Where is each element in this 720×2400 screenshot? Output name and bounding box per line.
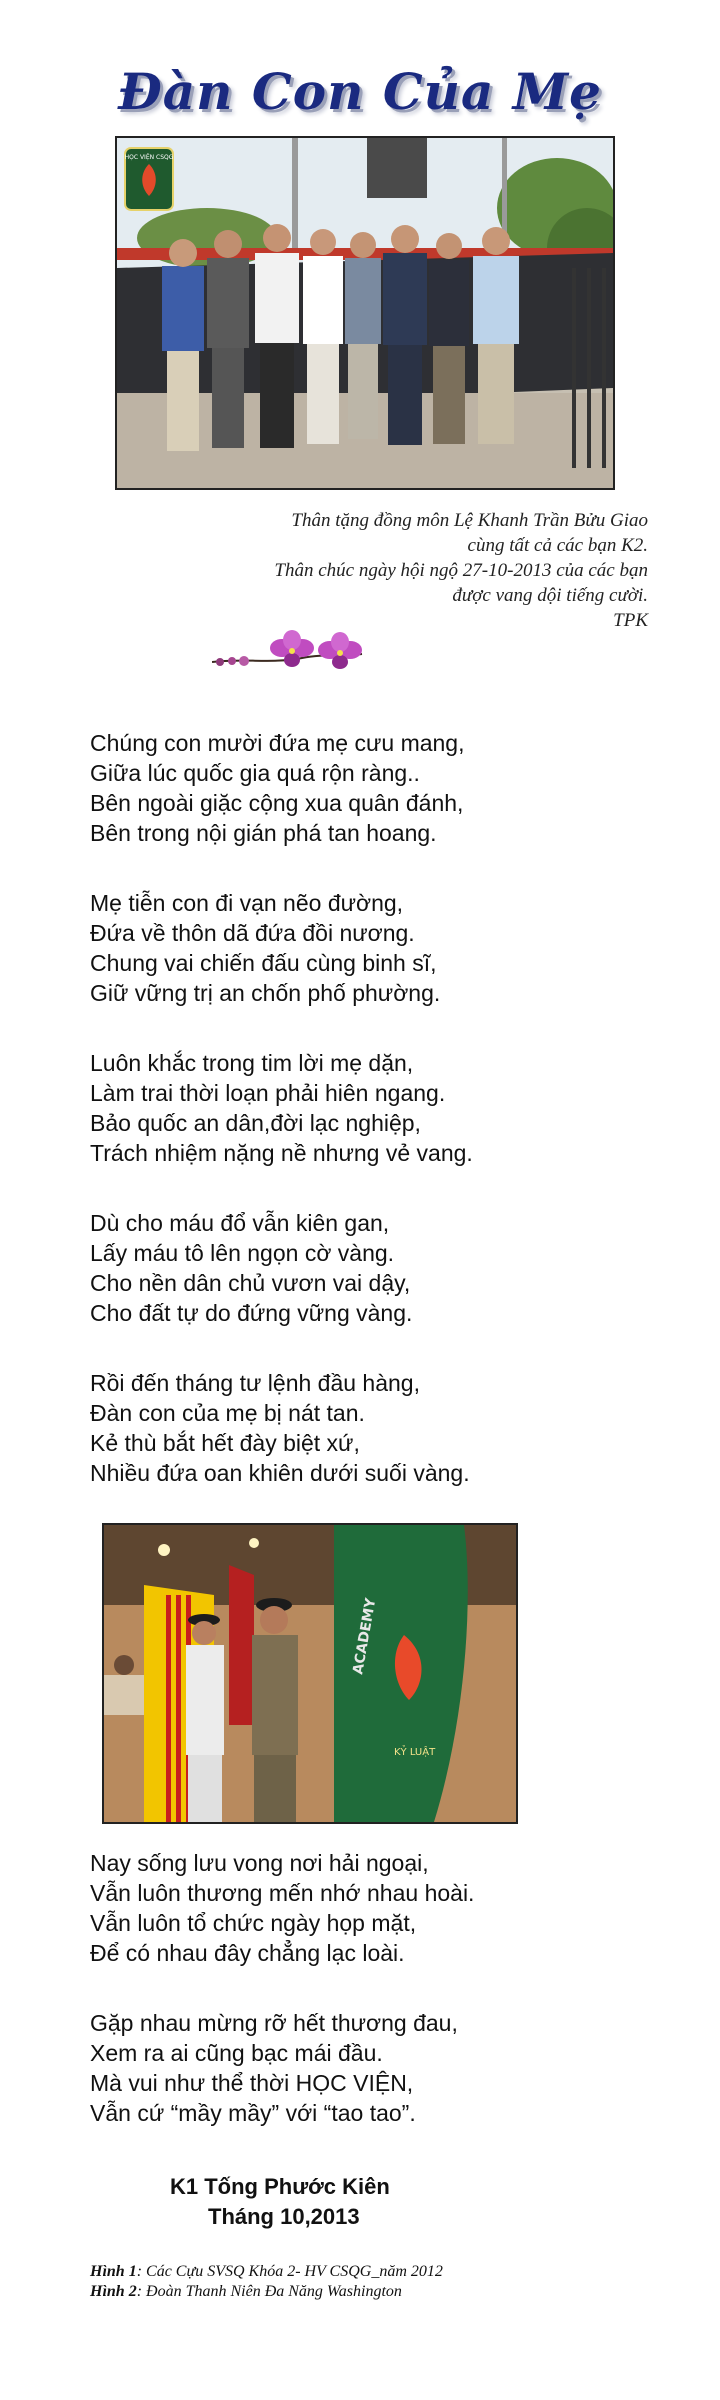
poem-line: Vẫn luôn tổ chức ngày họp mặt, — [90, 1910, 417, 1936]
author-name: K1 Tống Phước Kiên — [170, 2174, 390, 2199]
photo-logo-text: HỌC VIỆN CSQG — [124, 154, 174, 161]
dedication — [128, 508, 648, 633]
orchid-icon — [212, 628, 372, 684]
caption-label: Hình 1 — [90, 2263, 137, 2280]
caption — [90, 2262, 670, 2282]
poem-line: Bảo quốc an dân,đời lạc nghiệp, — [90, 1110, 421, 1136]
poem-line: Chúng con mười đứa mẹ cưu mang, — [90, 730, 465, 756]
poem-line: Chung vai chiến đấu cùng binh sĩ, — [90, 950, 437, 976]
dedication-line: được vang dội tiếng cười. — [452, 585, 648, 606]
poem-line: Làm trai thời loạn phải hiên ngang. — [90, 1080, 446, 1106]
poem-line: Dù cho máu đổ vẫn kiên gan, — [90, 1210, 390, 1236]
stanza — [90, 888, 650, 1008]
poem-line: Vẫn luôn thương mến nhớ nhau hoài. — [90, 1880, 475, 1906]
poem-line: Rồi đến tháng tư lệnh đầu hàng, — [90, 1370, 420, 1396]
caption-label: Hình 2 — [90, 2283, 137, 2300]
poem-line: Đứa về thôn dã đứa đồi nương. — [90, 920, 415, 946]
dedication-line: Thân chúc ngày hội ngộ 27-10-2013 của các bạn — [274, 560, 648, 581]
poem-line: Nay sống lưu vong nơi hải ngoại, — [90, 1850, 429, 1876]
poem-line: Lấy máu tô lên ngọn cờ vàng. — [90, 1240, 395, 1266]
poem-line: Mẹ tiễn con đi vạn nẽo đường, — [90, 890, 404, 916]
author-date: Tháng 10,2013 — [208, 2204, 360, 2229]
poem-line: Bên trong nội gián phá tan hoang. — [90, 820, 437, 846]
flag-text: KỶ LUẬT — [394, 1747, 436, 1758]
poem-line: Cho đất tự do đứng vững vàng. — [90, 1300, 413, 1326]
stanza — [90, 2008, 650, 2128]
poem-line: Đàn con của mẹ bị nát tan. — [90, 1400, 365, 1426]
dedication-signature: TPK — [613, 610, 648, 631]
cadets-photo — [102, 1523, 518, 1824]
poem-line: Giữa lúc quốc gia quá rộn ràng.. — [90, 760, 420, 786]
poem-line: Trách nhiệm nặng nề nhưng vẻ vang. — [90, 1140, 473, 1166]
poem-line: Vẫn cứ “mầy mầy” với “tao tao”. — [90, 2100, 416, 2126]
caption-text: : Các Cựu SVSQ Khóa 2- HV CSQG_năm 2012 — [136, 2263, 443, 2280]
stanza — [90, 1368, 650, 1488]
signature — [170, 2172, 470, 2232]
flag-text: ACADEMY — [350, 1596, 380, 1676]
stanza — [90, 1848, 650, 1968]
poem-title: Đàn Con Của Mẹ — [118, 62, 602, 121]
poem-line: Luôn khắc trong tim lời mẹ dặn, — [90, 1050, 414, 1076]
poem-line: Gặp nhau mừng rỡ hết thương đau, — [90, 2010, 458, 2036]
poem-line: Bên ngoài giặc cộng xua quân đánh, — [90, 790, 464, 816]
stanza — [90, 1208, 650, 1328]
poem-line: Nhiều đứa oan khiên dưới suối vàng. — [90, 1460, 470, 1486]
dedication-line: cùng tất cả các bạn K2. — [467, 535, 648, 556]
stanza — [90, 1048, 650, 1168]
caption — [90, 2282, 670, 2302]
stanza — [90, 728, 650, 848]
poem-line: Xem ra ai cũng bạc mái đầu. — [90, 2040, 383, 2066]
poem-line: Kẻ thù bắt hết đày biệt xứ, — [90, 1430, 360, 1456]
poem-line: Cho nền dân chủ vươn vai dậy, — [90, 1270, 411, 1296]
poem-line: Để có nhau đây chẳng lạc loài. — [90, 1940, 405, 1966]
caption-text: : Đoàn Thanh Niên Đa Năng Washington — [136, 2283, 402, 2300]
group-photo — [115, 136, 615, 490]
photo-captions — [90, 2262, 670, 2302]
poem-line: Mà vui như thể thời HỌC VIỆN, — [90, 2070, 414, 2096]
dedication-line: Thân tặng đồng môn Lệ Khanh Trần Bửu Giao — [291, 510, 648, 531]
poem-line: Giữ vững trị an chốn phố phường. — [90, 980, 441, 1006]
